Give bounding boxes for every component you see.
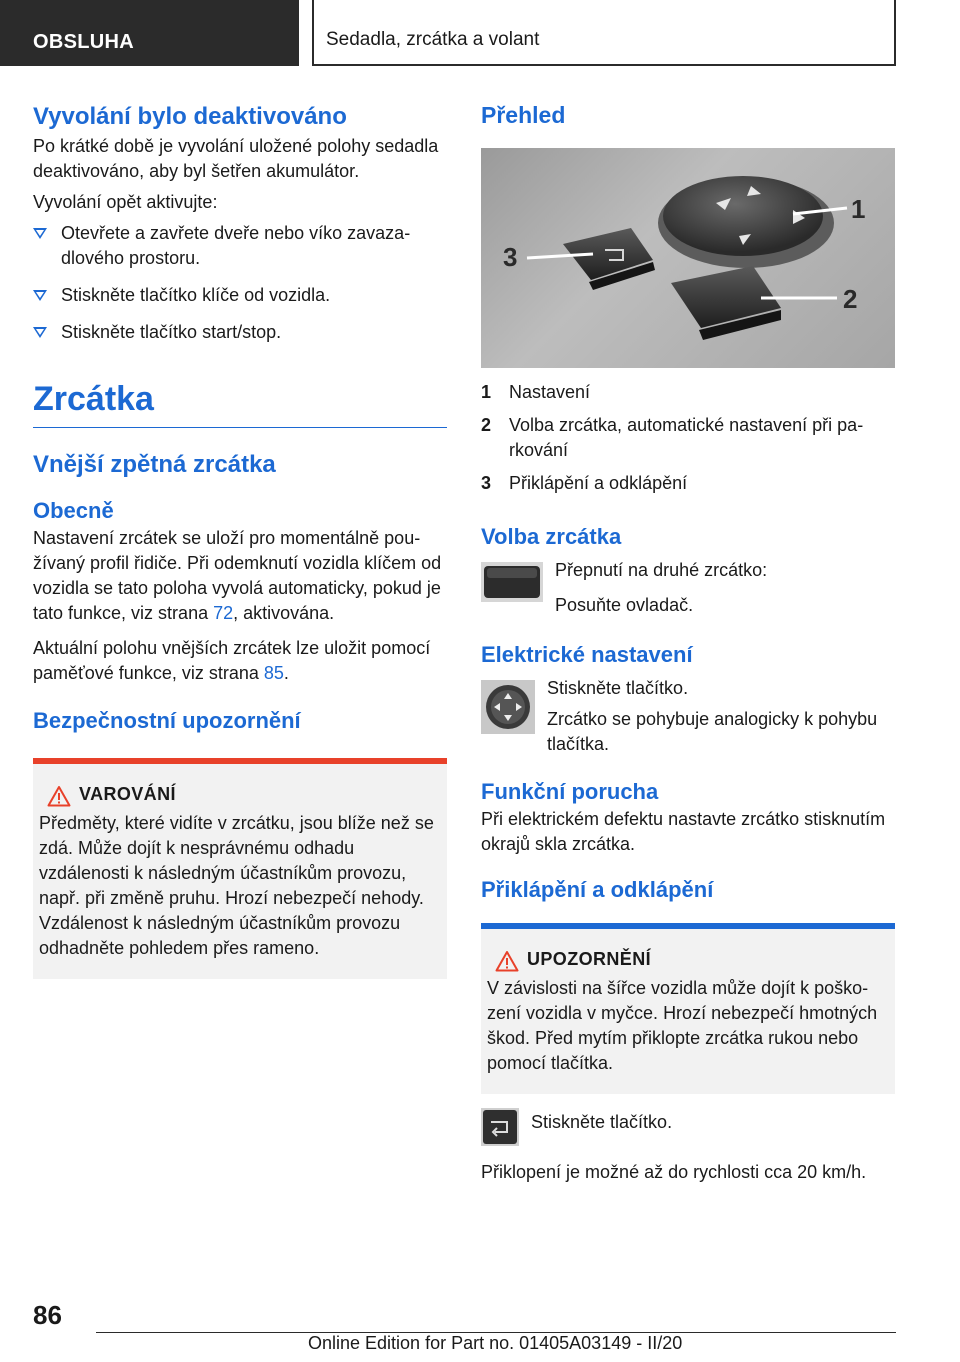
mirrors-heading: Zrcátka <box>33 380 154 418</box>
warning-text: Předměty, které vidíte v zrcátku, jsou blíže než se zdá. Může dojít k nesprávnému odhadu vzdálenosti k následným účastníkům provozu, např. při změně pruhu. Hrozí nebezpečí nehody. Vzdálenost k následným účastníkům provozu odhadněte pohledem přes rameno. <box>39 813 434 958</box>
electric-adjust-heading: Elektrické nastavení <box>481 642 693 667</box>
fault-heading: Funkční porucha <box>481 779 659 804</box>
mirror-switch-icon <box>481 562 543 602</box>
bullet-triangle-icon <box>33 290 47 301</box>
electric-adjust-text-1: Stiskněte tlačítko. <box>547 678 689 698</box>
recall-heading: Vyvolání bylo deaktivováno <box>33 103 347 130</box>
fold-mirror-button-icon <box>481 1108 519 1146</box>
right-column <box>481 100 895 1185</box>
safety-heading: Bezpečnostní upozornění <box>33 708 301 733</box>
legend-list <box>481 380 895 496</box>
left-column <box>33 100 447 979</box>
list-item: Stiskněte tlačítko klíče od vozidla. <box>33 283 447 308</box>
recall-paragraph-2: Vyvolání opět aktivujte: <box>33 192 218 212</box>
notice-box <box>481 923 895 1094</box>
fault-text: Při elektrickém defektu nastavte zrcátko stisknutím okrajů skla zrcátka. <box>481 809 886 854</box>
section-tab: OBSLUHA <box>0 0 299 66</box>
footer-edition: Online Edition for Part no. 01405A03149 - II/20 <box>308 1333 683 1353</box>
outer-mirrors-heading: Vnější zpětná zrcátka <box>33 451 276 478</box>
general-paragraph-2: Aktuální polohu vnějších zrcátek lze uložit pomocí paměťové funkce, viz strana 85. <box>33 638 431 683</box>
recall-paragraph-1: Po krátké době je vyvolání uložené polohy sedadla deaktivováno, aby byl šetřen akumulátor. <box>33 136 439 181</box>
select-mirror-text-2: Posuňte ovladač. <box>555 595 694 615</box>
list-item: 2 Volba zrcátka, automatické nastavení při parkování <box>481 415 864 460</box>
electric-adjust-text-2: Zrcátko se pohybuje analogicky k pohybu tlačítka. <box>547 709 878 754</box>
chapter-title: Sedadla, zrcátka a volant <box>312 0 896 66</box>
page-header <box>0 0 960 66</box>
page-link-85[interactable]: 85 <box>263 663 284 683</box>
fold-button-row <box>481 1108 895 1146</box>
callout-3: 3 <box>503 242 518 272</box>
general-paragraph-1: Nastavení zrcátek se uloží pro momentálně používaný profil řidiče. Při odemknutí vozidla klíčem od vozidla se tato poloha vyvolá automaticky, pokud je tato funkce, viz strana 72, aktivována. <box>33 528 442 623</box>
warning-title: VAROVÁNÍ <box>79 784 439 805</box>
fold-text-2: Přiklopení je možné až do rychlosti cca 20 km/h. <box>481 1162 867 1182</box>
notice-triangle-icon <box>495 950 519 972</box>
warning-triangle-icon <box>47 785 71 807</box>
electric-adjust-row <box>481 676 895 757</box>
select-mirror-text-1: Přepnutí na druhé zrcátko: <box>555 560 768 580</box>
list-item: Otevřete a zavřete dveře nebo víko zavazadlového prostoru. <box>33 221 447 271</box>
bullet-triangle-icon <box>33 327 47 338</box>
page-link-72[interactable]: 72 <box>213 603 234 623</box>
bullet-triangle-icon <box>33 228 47 239</box>
mirror-controls-illustration <box>481 148 895 368</box>
callout-2: 2 <box>843 284 858 314</box>
overview-heading: Přehled <box>481 102 566 128</box>
list-item: 1 Nastavení <box>481 382 591 402</box>
adjust-knob-icon <box>481 680 535 734</box>
callout-1: 1 <box>851 194 866 224</box>
notice-title: UPOZORNĚNÍ <box>527 949 887 970</box>
list-item: 3 Přiklápění a odklápění <box>481 473 688 493</box>
select-mirror-row <box>481 558 895 618</box>
select-mirror-heading: Volba zrcátka <box>481 524 622 549</box>
fold-text-1: Stiskněte tlačítko. <box>531 1112 673 1132</box>
fold-heading: Přiklápění a odklápění <box>481 877 714 902</box>
list-item: Stiskněte tlačítko start/stop. <box>33 320 447 345</box>
page-number: 86 <box>33 1300 62 1330</box>
warning-box <box>33 758 447 979</box>
general-heading: Obecně <box>33 498 114 523</box>
mirror-controls-figure <box>481 148 895 368</box>
notice-text: V závislosti na šířce vozidla může dojít k poškození vozidla v myčce. Hrozí nebezpečí hmotných škod. Před mytím přiklopte zrcátka rukou nebo pomocí tlačítka. <box>487 978 878 1073</box>
